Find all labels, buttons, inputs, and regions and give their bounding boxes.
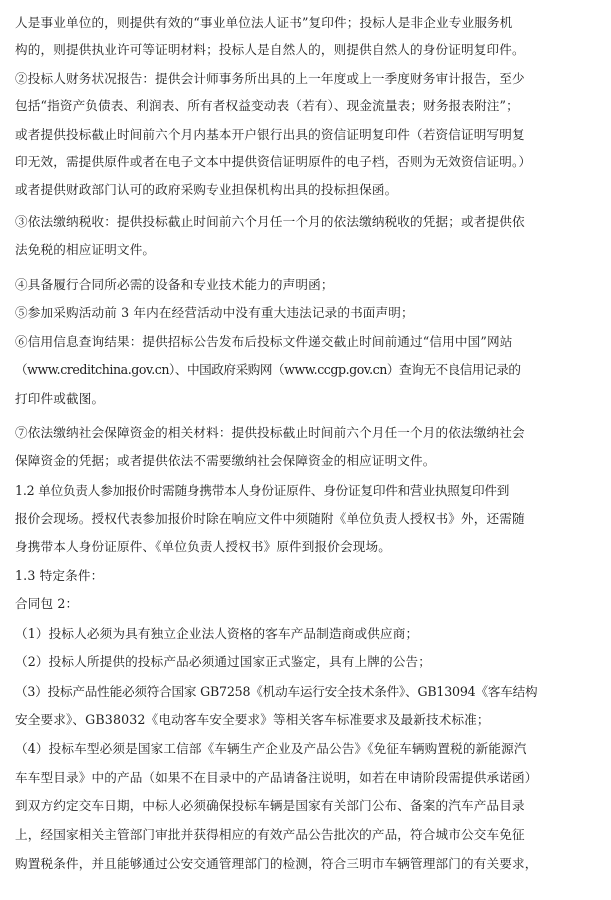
text-line: （1）投标人必须为具有独立企业法人资格的客车产品制造商或供应商； <box>15 626 419 641</box>
text-line: ⑥信用信息查询结果：提供招标公告发布后投标文件递交截止时间前通过“信用中国”网站 <box>15 334 513 349</box>
text-line: 到双方约定交车日期，中标人必须确保投标车辆是国家有关部门公布、备案的汽车产品目录 <box>15 798 525 813</box>
text-line: 包括“指资产负债表、利润表、所有者权益变动表（若有）、现金流量表；财务报表附注”； <box>15 98 519 113</box>
text-line: ④具备履行合同所必需的设备和专业技术能力的声明函； <box>15 277 334 292</box>
text-line: 或者提供投标截止时间前六个月内基本开户银行出具的资信证明复印件（若资信证明写明复 <box>15 127 525 142</box>
text-line: ⑦依法缴纳社会保障资金的相关材料：提供投标截止时间前六个月任一个月的依法缴纳社会 <box>15 425 525 440</box>
text-line: 印无效，需提供原件或者在电子文本中提供资信证明原件的电子档，否则为无效资信证明。） <box>15 154 532 169</box>
text-line: （2）投标人所提供的投标产品必须通过国家正式鉴定，具有上牌的公告； <box>15 654 431 669</box>
text-line: 身携带本人身份证原件、《单位负责人授权书》原件到报价会现场。 <box>15 539 392 554</box>
text-line: ②投标人财务状况报告：提供会计师事务所出具的上一年度或上一季度财务审计报告，至少 <box>15 71 525 86</box>
text-line: 1.3 特定条件： <box>15 568 104 583</box>
text-line: 人是事业单位的，则提供有效的“事业单位法人证书”复印件；投标人是非企业专业服务机 <box>15 15 513 30</box>
text-line: 1.2 单位负责人参加报价时需随身携带本人身份证原件、身份证复印件和营业执照复印件到 <box>15 483 510 498</box>
text-line: 上，经国家相关主管部门审批并获得相应的有效产品公告批次的产品，符合城市公交车免征 <box>15 827 525 842</box>
text-line: 合同包 2： <box>15 596 79 611</box>
text-line: 购置税条件，并且能够通过公安交通管理部门的检测，符合三明市车辆管理部门的有关要求， <box>15 856 538 871</box>
text-line: 打印件或截图。 <box>15 391 105 406</box>
text-line: ③依法缴纳税收：提供投标截止时间前六个月任一个月的依法缴纳税收的凭据；或者提供依 <box>15 214 525 229</box>
text-line: 安全要求》、GB38032《电动客车安全要求》等相关客车标准要求及最新技术标准； <box>15 712 490 727</box>
text-line: （3）投标产品性能必须符合国家 GB7258《机动车运行安全技术条件》、GB13094《客车结构 <box>15 684 538 699</box>
text-line: 法免税的相应证明文件。 <box>15 242 156 257</box>
text-line: 保障资金的凭据；或者提供依法不需要缴纳社会保障资金的相应证明文件。 <box>15 453 436 468</box>
text-line: ⑤参加采购活动前 3 年内在经营活动中没有重大违法记录的书面声明； <box>15 305 414 320</box>
text-line: 或者提供财政部门认可的政府采购专业担保机构出具的投标担保函。 <box>15 182 398 197</box>
text-line: 构的，则提供执业许可等证明材料；投标人是自然人的，则提供自然人的身份证明复印件。 <box>15 42 525 57</box>
text-line: （www.creditchina.gov.cn）、中国政府采购网（www.ccgp.gov.cn）查询无不良信用记录的 <box>15 362 521 377</box>
text-line: （4）投标车型必须是国家工信部《车辆生产企业及产品公告》《免征车辆购置税的新能源汽 <box>15 741 527 756</box>
text-line: 报价会现场。授权代表参加报价时除在响应文件中须随附《单位负责人授权书》外，还需随 <box>15 511 525 526</box>
text-line: 车车型目录》中的产品（如果不在目录中的产品请备注说明，如若在申请阶段需提供承诺函） <box>15 770 538 785</box>
